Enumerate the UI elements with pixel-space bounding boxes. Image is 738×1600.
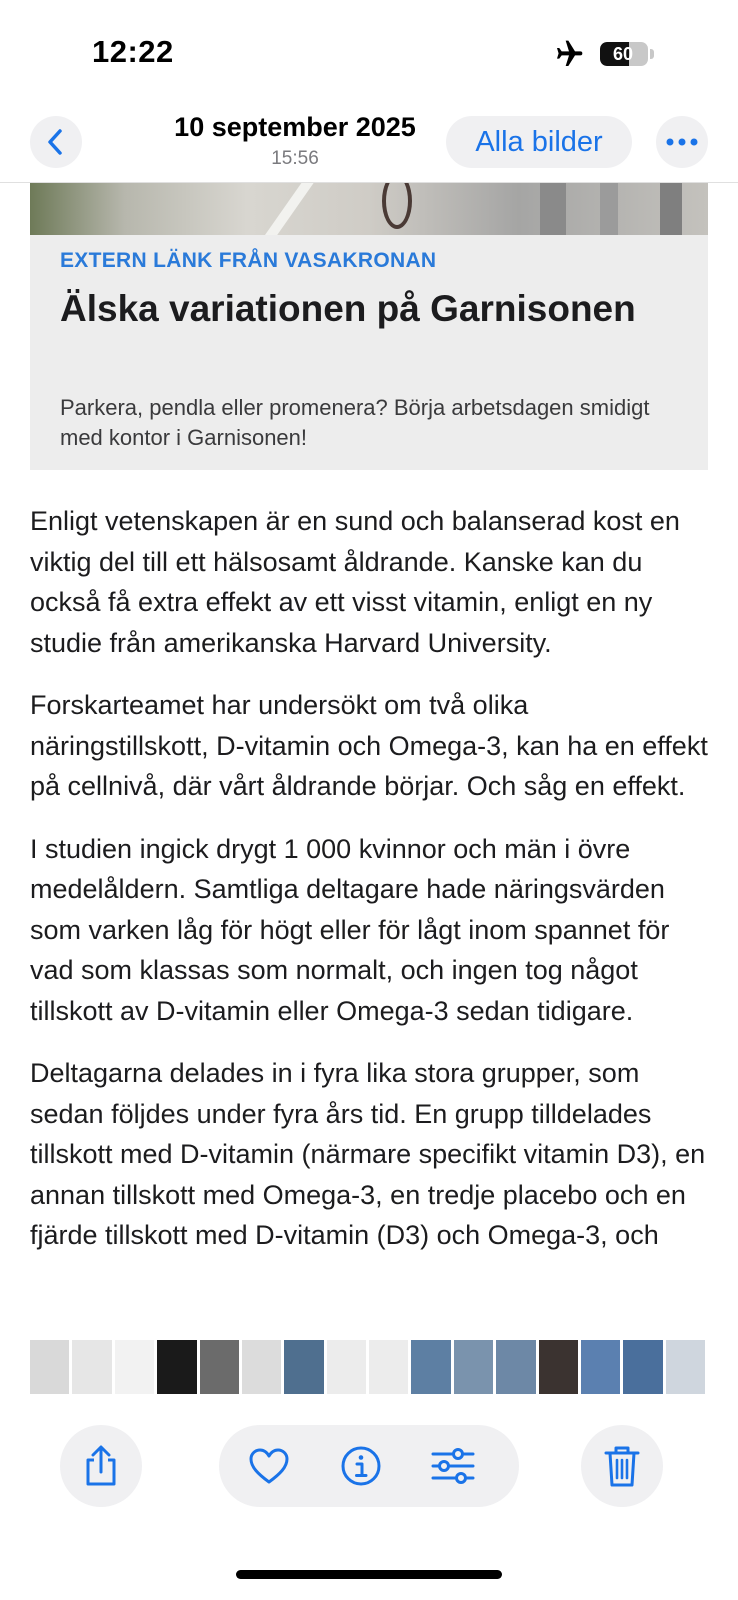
pillar: [660, 183, 682, 235]
article-paragraph: Forskarteamet har undersökt om två olika näringstillskott, D-vitamin och Omega-3, kan ha en effekt på cellnivå, där vårt åldrande börjar. Och såg en effekt.: [30, 690, 708, 801]
share-button[interactable]: [60, 1425, 142, 1507]
heart-icon: [248, 1447, 290, 1485]
thumbnail[interactable]: [496, 1340, 535, 1394]
card-title: Älska variationen på Garnisonen: [60, 288, 636, 329]
thumbnail[interactable]: [157, 1340, 196, 1394]
article-paragraph: I studien ingick drygt 1 000 kvinnor och män i övre medelåldern. Samtliga deltagare hade näringsvärden som varken låg för högt eller för lågt inom spannet för vad som klassas som normalt, och ingen tog något tillskott av D-vitamin eller Omega-3 sedan tidigare.: [30, 833, 670, 1026]
battery-level: 60: [612, 44, 634, 64]
thumbnail[interactable]: [72, 1340, 111, 1394]
airplane-icon: [553, 38, 585, 70]
status-time: 12:22: [92, 34, 174, 69]
photo-header: [0, 100, 738, 183]
share-icon: [81, 1444, 121, 1488]
road-marking: [260, 183, 320, 235]
trash-icon: [603, 1444, 641, 1488]
article-paragraph: Deltagarna delades in i fyra lika stora grupper, som sedan följdes under fyra års tid. En grupp tilldelades tillskott med D-vitamin (närmare specifikt vitamin D3), en annan tillskott med Omega-3, en tredje placebo och en fjärde tillskott med D-vitamin (D3) och Omega-3, och: [30, 1058, 706, 1250]
thumbnail[interactable]: [411, 1340, 450, 1394]
action-group: [219, 1425, 519, 1507]
thumbnail[interactable]: [115, 1340, 154, 1394]
thumbnail[interactable]: [454, 1340, 493, 1394]
back-button[interactable]: [30, 116, 82, 168]
external-link-card[interactable]: [30, 235, 708, 470]
adjust-button[interactable]: [429, 1442, 477, 1490]
ellipsis-icon: [666, 138, 698, 146]
thumbnail[interactable]: [284, 1340, 323, 1394]
pillar: [540, 183, 566, 235]
more-button[interactable]: [656, 116, 708, 168]
article-body: [30, 501, 708, 1278]
thumbnail[interactable]: [581, 1340, 620, 1394]
home-indicator: [236, 1570, 502, 1579]
thumbnail[interactable]: [327, 1340, 366, 1394]
photo-date: 10 september 2025: [174, 112, 416, 142]
pillar: [600, 183, 618, 235]
thumbnail[interactable]: [623, 1340, 662, 1394]
all-photos-button[interactable]: Alla bilder: [446, 116, 632, 168]
thumbnail[interactable]: [369, 1340, 408, 1394]
thumbnail[interactable]: [242, 1340, 281, 1394]
screenshot-content[interactable]: [0, 183, 738, 1400]
thumbnail-strip[interactable]: [30, 1340, 708, 1394]
sliders-icon: [431, 1447, 475, 1485]
info-button[interactable]: [337, 1442, 385, 1490]
favorite-button[interactable]: [245, 1442, 293, 1490]
delete-button[interactable]: [581, 1425, 663, 1507]
status-bar: [0, 0, 738, 100]
bicycle-wheel: [382, 183, 412, 229]
thumbnail[interactable]: [666, 1340, 705, 1394]
info-icon: [340, 1445, 382, 1487]
card-kicker: EXTERN LÄNK FRÅN VASAKRONAN: [60, 249, 437, 272]
thumbnail[interactable]: [30, 1340, 69, 1394]
battery-tip: [650, 49, 654, 59]
article-paragraph: Enligt vetenskapen är en sund och balanserad kost en viktig del till ett hälsosamt åldrande. Kanske kan du också få extra effekt av ett visst vitamin, enligt en ny studie från amerikanska Harvard University.: [30, 506, 680, 658]
chevron-left-icon: [45, 127, 67, 157]
link-card-image: [30, 183, 708, 235]
battery-indicator: [600, 42, 648, 66]
thumbnail[interactable]: [539, 1340, 578, 1394]
card-description: Parkera, pendla eller promenera? Börja arbetsdagen smidigt med kontor i Garnisonen!: [60, 395, 650, 450]
thumbnail[interactable]: [200, 1340, 239, 1394]
photo-time: 15:56: [271, 148, 319, 169]
